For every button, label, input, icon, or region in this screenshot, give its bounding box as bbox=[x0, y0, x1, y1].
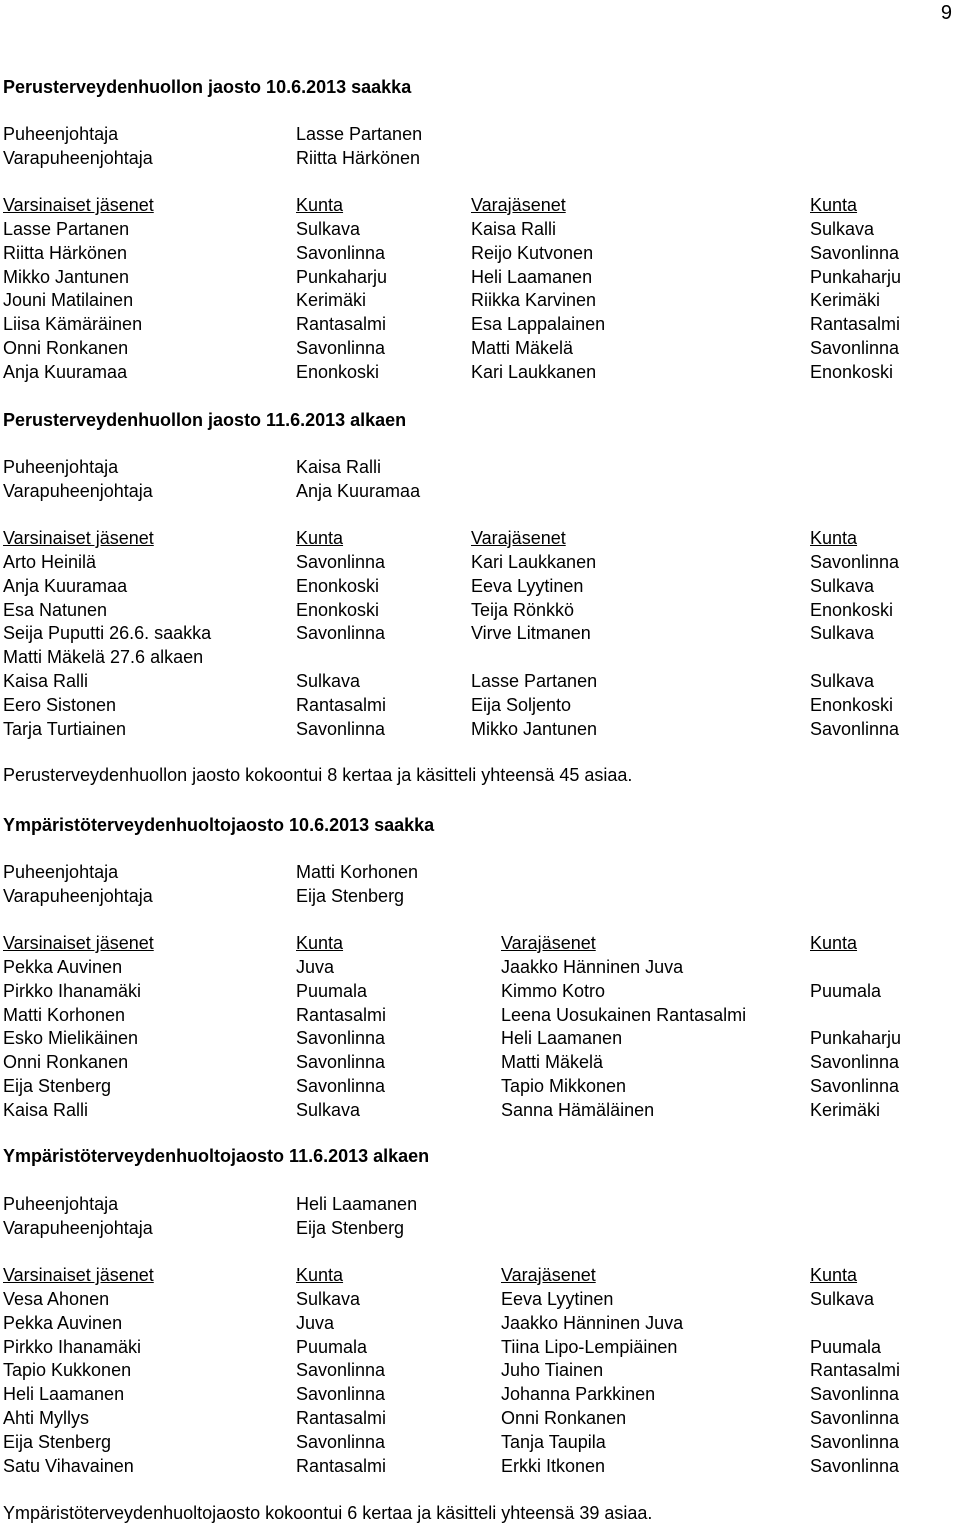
deputy-municipality: Sulkava bbox=[810, 575, 875, 596]
member-name: Eero Sistonen bbox=[3, 694, 117, 715]
deputy-name: Johanna Parkkinen bbox=[501, 1384, 656, 1405]
member-name: Matti Korhonen bbox=[3, 1004, 126, 1025]
member-name: Pekka Auvinen bbox=[3, 1312, 123, 1333]
member-name: Liisa Kämäräinen bbox=[3, 314, 143, 335]
member-municipality: Savonlinna bbox=[296, 1052, 386, 1073]
deputy-municipality: Puumala bbox=[810, 980, 882, 1001]
deputy-name: Teija Rönkkö bbox=[471, 599, 575, 620]
member-municipality: Puumala bbox=[296, 1336, 368, 1357]
deputy-name: Mikko Jantunen bbox=[471, 718, 598, 739]
member-municipality: Savonlinna bbox=[296, 623, 386, 644]
deputy-name: Riikka Karvinen bbox=[471, 290, 597, 311]
member-municipality: Sulkava bbox=[296, 1289, 361, 1309]
column-header: Kunta bbox=[810, 528, 858, 548]
member-municipality: Savonlinna bbox=[296, 1076, 386, 1096]
member-name: Esa Natunen bbox=[3, 599, 108, 620]
member-name: Pirkko Ihanamäki bbox=[3, 1336, 142, 1357]
member-municipality: Puumala bbox=[296, 980, 368, 1001]
section-note: Perusterveydenhuollon jaosto kokoontui 8 kertaa ja käsitteli yhteensä 45 asiaa. bbox=[3, 765, 633, 785]
section-title: Ympäristöterveydenhuoltojaosto 11.6.2013 alkaen bbox=[3, 1146, 430, 1166]
deputy-municipality: Savonlinna bbox=[810, 1076, 900, 1096]
deputy-municipality: Savonlinna bbox=[810, 338, 900, 358]
member-name: Esko Mielikäinen bbox=[3, 1028, 139, 1049]
deputy-municipality: Sulkava bbox=[810, 1289, 875, 1309]
member-municipality: Rantasalmi bbox=[296, 694, 387, 715]
deputy-name: Kari Laukkanen bbox=[471, 361, 597, 382]
deputy-municipality: Rantasalmi bbox=[810, 314, 901, 335]
vice-chair-label: Varapuheenjohtaja bbox=[3, 148, 153, 168]
member-name: Satu Vihavainen bbox=[3, 1455, 134, 1476]
deputy-name: Sanna Hämäläinen bbox=[501, 1099, 655, 1120]
deputy-name: Tiina Lipo-Lempiäinen bbox=[501, 1336, 678, 1357]
deputy-name: Reijo Kutvonen bbox=[471, 242, 594, 263]
member-municipality: Rantasalmi bbox=[296, 1408, 387, 1428]
member-name: Vesa Ahonen bbox=[3, 1289, 110, 1309]
deputy-municipality: Kerimäki bbox=[810, 1099, 881, 1120]
deputy-municipality: Savonlinna bbox=[810, 1384, 900, 1405]
member-name: Lasse Partanen bbox=[3, 219, 130, 239]
deputy-name: Tanja Taupila bbox=[501, 1431, 606, 1452]
column-header: Varsinaiset jäsenet bbox=[3, 528, 154, 548]
member-municipality: Savonlinna bbox=[296, 718, 386, 739]
column-header: Kunta bbox=[296, 528, 344, 548]
deputy-name: Onni Ronkanen bbox=[501, 1408, 627, 1428]
member-municipality: Rantasalmi bbox=[296, 1455, 387, 1476]
deputy-municipality: Enonkoski bbox=[810, 599, 894, 620]
member-municipality: Sulkava bbox=[296, 1099, 361, 1120]
member-name: Anja Kuuramaa bbox=[3, 575, 128, 596]
deputy-name: Eeva Lyytinen bbox=[501, 1289, 614, 1309]
deputy-name: Jaakko Hänninen Juva bbox=[501, 1312, 684, 1333]
deputy-name: Kimmo Kotro bbox=[501, 980, 606, 1001]
member-name: Pekka Auvinen bbox=[3, 957, 123, 977]
member-name: Onni Ronkanen bbox=[3, 338, 129, 358]
column-header: Varajäsenet bbox=[501, 933, 596, 953]
member-name: Pirkko Ihanamäki bbox=[3, 980, 142, 1001]
member-name: Jouni Matilainen bbox=[3, 290, 134, 311]
member-municipality: Enonkoski bbox=[296, 599, 380, 620]
deputy-name: Leena Uosukainen Rantasalmi bbox=[501, 1004, 747, 1025]
deputy-municipality: Savonlinna bbox=[810, 242, 900, 263]
vice-chair-label: Varapuheenjohtaja bbox=[3, 886, 153, 906]
deputy-municipality: Savonlinna bbox=[810, 1408, 900, 1428]
member-municipality: Enonkoski bbox=[296, 575, 380, 596]
member-name: Arto Heinilä bbox=[3, 552, 97, 572]
deputy-name: Kari Laukkanen bbox=[471, 552, 597, 572]
deputy-name: Heli Laamanen bbox=[471, 266, 593, 287]
member-name: Anja Kuuramaa bbox=[3, 361, 128, 382]
column-header: Varsinaiset jäsenet bbox=[3, 933, 154, 953]
deputy-municipality: Sulkava bbox=[810, 219, 875, 239]
deputy-municipality: Rantasalmi bbox=[810, 1360, 901, 1381]
section-title: Perusterveydenhuollon jaosto 10.6.2013 saakka bbox=[3, 77, 412, 97]
deputy-name: Heli Laamanen bbox=[501, 1028, 623, 1049]
member-name: Ahti Myllys bbox=[3, 1408, 90, 1428]
deputy-name: Tapio Mikkonen bbox=[501, 1076, 627, 1096]
column-header: Varsinaiset jäsenet bbox=[3, 195, 154, 215]
deputy-municipality: Sulkava bbox=[810, 623, 875, 644]
deputy-name: Jaakko Hänninen Juva bbox=[501, 957, 684, 977]
deputy-name: Kaisa Ralli bbox=[471, 219, 557, 239]
column-header: Kunta bbox=[810, 195, 858, 215]
deputy-municipality: Punkaharju bbox=[810, 1028, 902, 1049]
chair-label: Puheenjohtaja bbox=[3, 1194, 119, 1214]
column-header: Varsinaiset jäsenet bbox=[3, 1265, 154, 1285]
page-number: 9 bbox=[940, 2, 952, 24]
chair-name: Kaisa Ralli bbox=[296, 457, 382, 477]
column-header: Kunta bbox=[296, 933, 344, 953]
member-name: Tarja Turtiainen bbox=[3, 718, 127, 739]
column-header: Kunta bbox=[810, 933, 858, 953]
member-municipality: Savonlinna bbox=[296, 1431, 386, 1452]
deputy-municipality: Punkaharju bbox=[810, 266, 902, 287]
deputy-name: Esa Lappalainen bbox=[471, 314, 606, 335]
chair-label: Puheenjohtaja bbox=[3, 457, 119, 477]
member-municipality: Savonlinna bbox=[296, 1360, 386, 1381]
vice-chair-label: Varapuheenjohtaja bbox=[3, 481, 153, 501]
column-header: Varajäsenet bbox=[471, 528, 566, 548]
member-municipality: Juva bbox=[296, 1312, 335, 1333]
member-municipality: Savonlinna bbox=[296, 1028, 386, 1049]
deputy-name: Juho Tiainen bbox=[501, 1360, 604, 1381]
chair-name: Matti Korhonen bbox=[296, 862, 419, 882]
member-name: Kaisa Ralli bbox=[3, 1099, 89, 1120]
section-title: Perusterveydenhuollon jaosto 11.6.2013 alkaen bbox=[3, 410, 407, 430]
member-municipality: Rantasalmi bbox=[296, 1004, 387, 1025]
vice-chair-label: Varapuheenjohtaja bbox=[3, 1218, 153, 1238]
deputy-name: Virve Litmanen bbox=[471, 623, 591, 644]
member-municipality: Kerimäki bbox=[296, 290, 367, 311]
column-header: Varajäsenet bbox=[501, 1265, 596, 1285]
member-name: Seija Puputti 26.6. saakka bbox=[3, 623, 212, 644]
member-name: Riitta Härkönen bbox=[3, 242, 128, 263]
column-header: Kunta bbox=[296, 1265, 344, 1285]
vice-chair-name: Riitta Härkönen bbox=[296, 148, 421, 168]
deputy-municipality: Savonlinna bbox=[810, 552, 900, 572]
deputy-municipality: Savonlinna bbox=[810, 1052, 900, 1073]
column-header: Kunta bbox=[296, 195, 344, 215]
vice-chair-name: Eija Stenberg bbox=[296, 1218, 405, 1238]
section-note: Ympäristöterveydenhuoltojaosto kokoontui 6 kertaa ja käsitteli yhteensä 39 asiaa. bbox=[3, 1503, 653, 1523]
vice-chair-name: Eija Stenberg bbox=[296, 886, 405, 906]
deputy-name: Matti Mäkelä bbox=[471, 338, 574, 358]
member-name: Tapio Kukkonen bbox=[3, 1360, 132, 1381]
deputy-municipality: Savonlinna bbox=[810, 718, 900, 739]
member-municipality: Savonlinna bbox=[296, 242, 386, 263]
member-name: Kaisa Ralli bbox=[3, 671, 89, 691]
column-header: Varajäsenet bbox=[471, 195, 566, 215]
deputy-name: Matti Mäkelä bbox=[501, 1052, 604, 1073]
member-name: Eija Stenberg bbox=[3, 1076, 112, 1096]
column-header: Kunta bbox=[810, 1265, 858, 1285]
deputy-municipality: Enonkoski bbox=[810, 361, 894, 382]
chair-name: Heli Laamanen bbox=[296, 1194, 418, 1214]
deputy-municipality: Sulkava bbox=[810, 671, 875, 691]
chair-label: Puheenjohtaja bbox=[3, 124, 119, 144]
member-municipality: Punkaharju bbox=[296, 266, 388, 287]
member-name: Matti Mäkelä 27.6 alkaen bbox=[3, 647, 204, 668]
deputy-name: Erkki Itkonen bbox=[501, 1455, 606, 1476]
deputy-municipality: Enonkoski bbox=[810, 694, 894, 715]
member-name: Heli Laamanen bbox=[3, 1384, 125, 1405]
deputy-name: Eija Soljento bbox=[471, 694, 572, 715]
chair-name: Lasse Partanen bbox=[296, 124, 423, 144]
member-name: Onni Ronkanen bbox=[3, 1052, 129, 1073]
member-municipality: Savonlinna bbox=[296, 1384, 386, 1405]
member-municipality: Juva bbox=[296, 957, 335, 977]
deputy-municipality: Puumala bbox=[810, 1336, 882, 1357]
member-name: Mikko Jantunen bbox=[3, 266, 130, 287]
vice-chair-name: Anja Kuuramaa bbox=[296, 481, 421, 501]
deputy-name: Eeva Lyytinen bbox=[471, 575, 584, 596]
member-municipality: Savonlinna bbox=[296, 552, 386, 572]
deputy-municipality: Savonlinna bbox=[810, 1431, 900, 1452]
member-municipality: Sulkava bbox=[296, 219, 361, 239]
deputy-municipality: Kerimäki bbox=[810, 290, 881, 311]
member-municipality: Sulkava bbox=[296, 671, 361, 691]
member-municipality: Enonkoski bbox=[296, 361, 380, 382]
deputy-municipality: Savonlinna bbox=[810, 1455, 900, 1476]
member-name: Eija Stenberg bbox=[3, 1431, 112, 1452]
section-title: Ympäristöterveydenhuoltojaosto 10.6.2013 saakka bbox=[3, 815, 435, 835]
member-municipality: Savonlinna bbox=[296, 338, 386, 358]
chair-label: Puheenjohtaja bbox=[3, 862, 119, 882]
deputy-name: Lasse Partanen bbox=[471, 671, 598, 691]
member-municipality: Rantasalmi bbox=[296, 314, 387, 335]
